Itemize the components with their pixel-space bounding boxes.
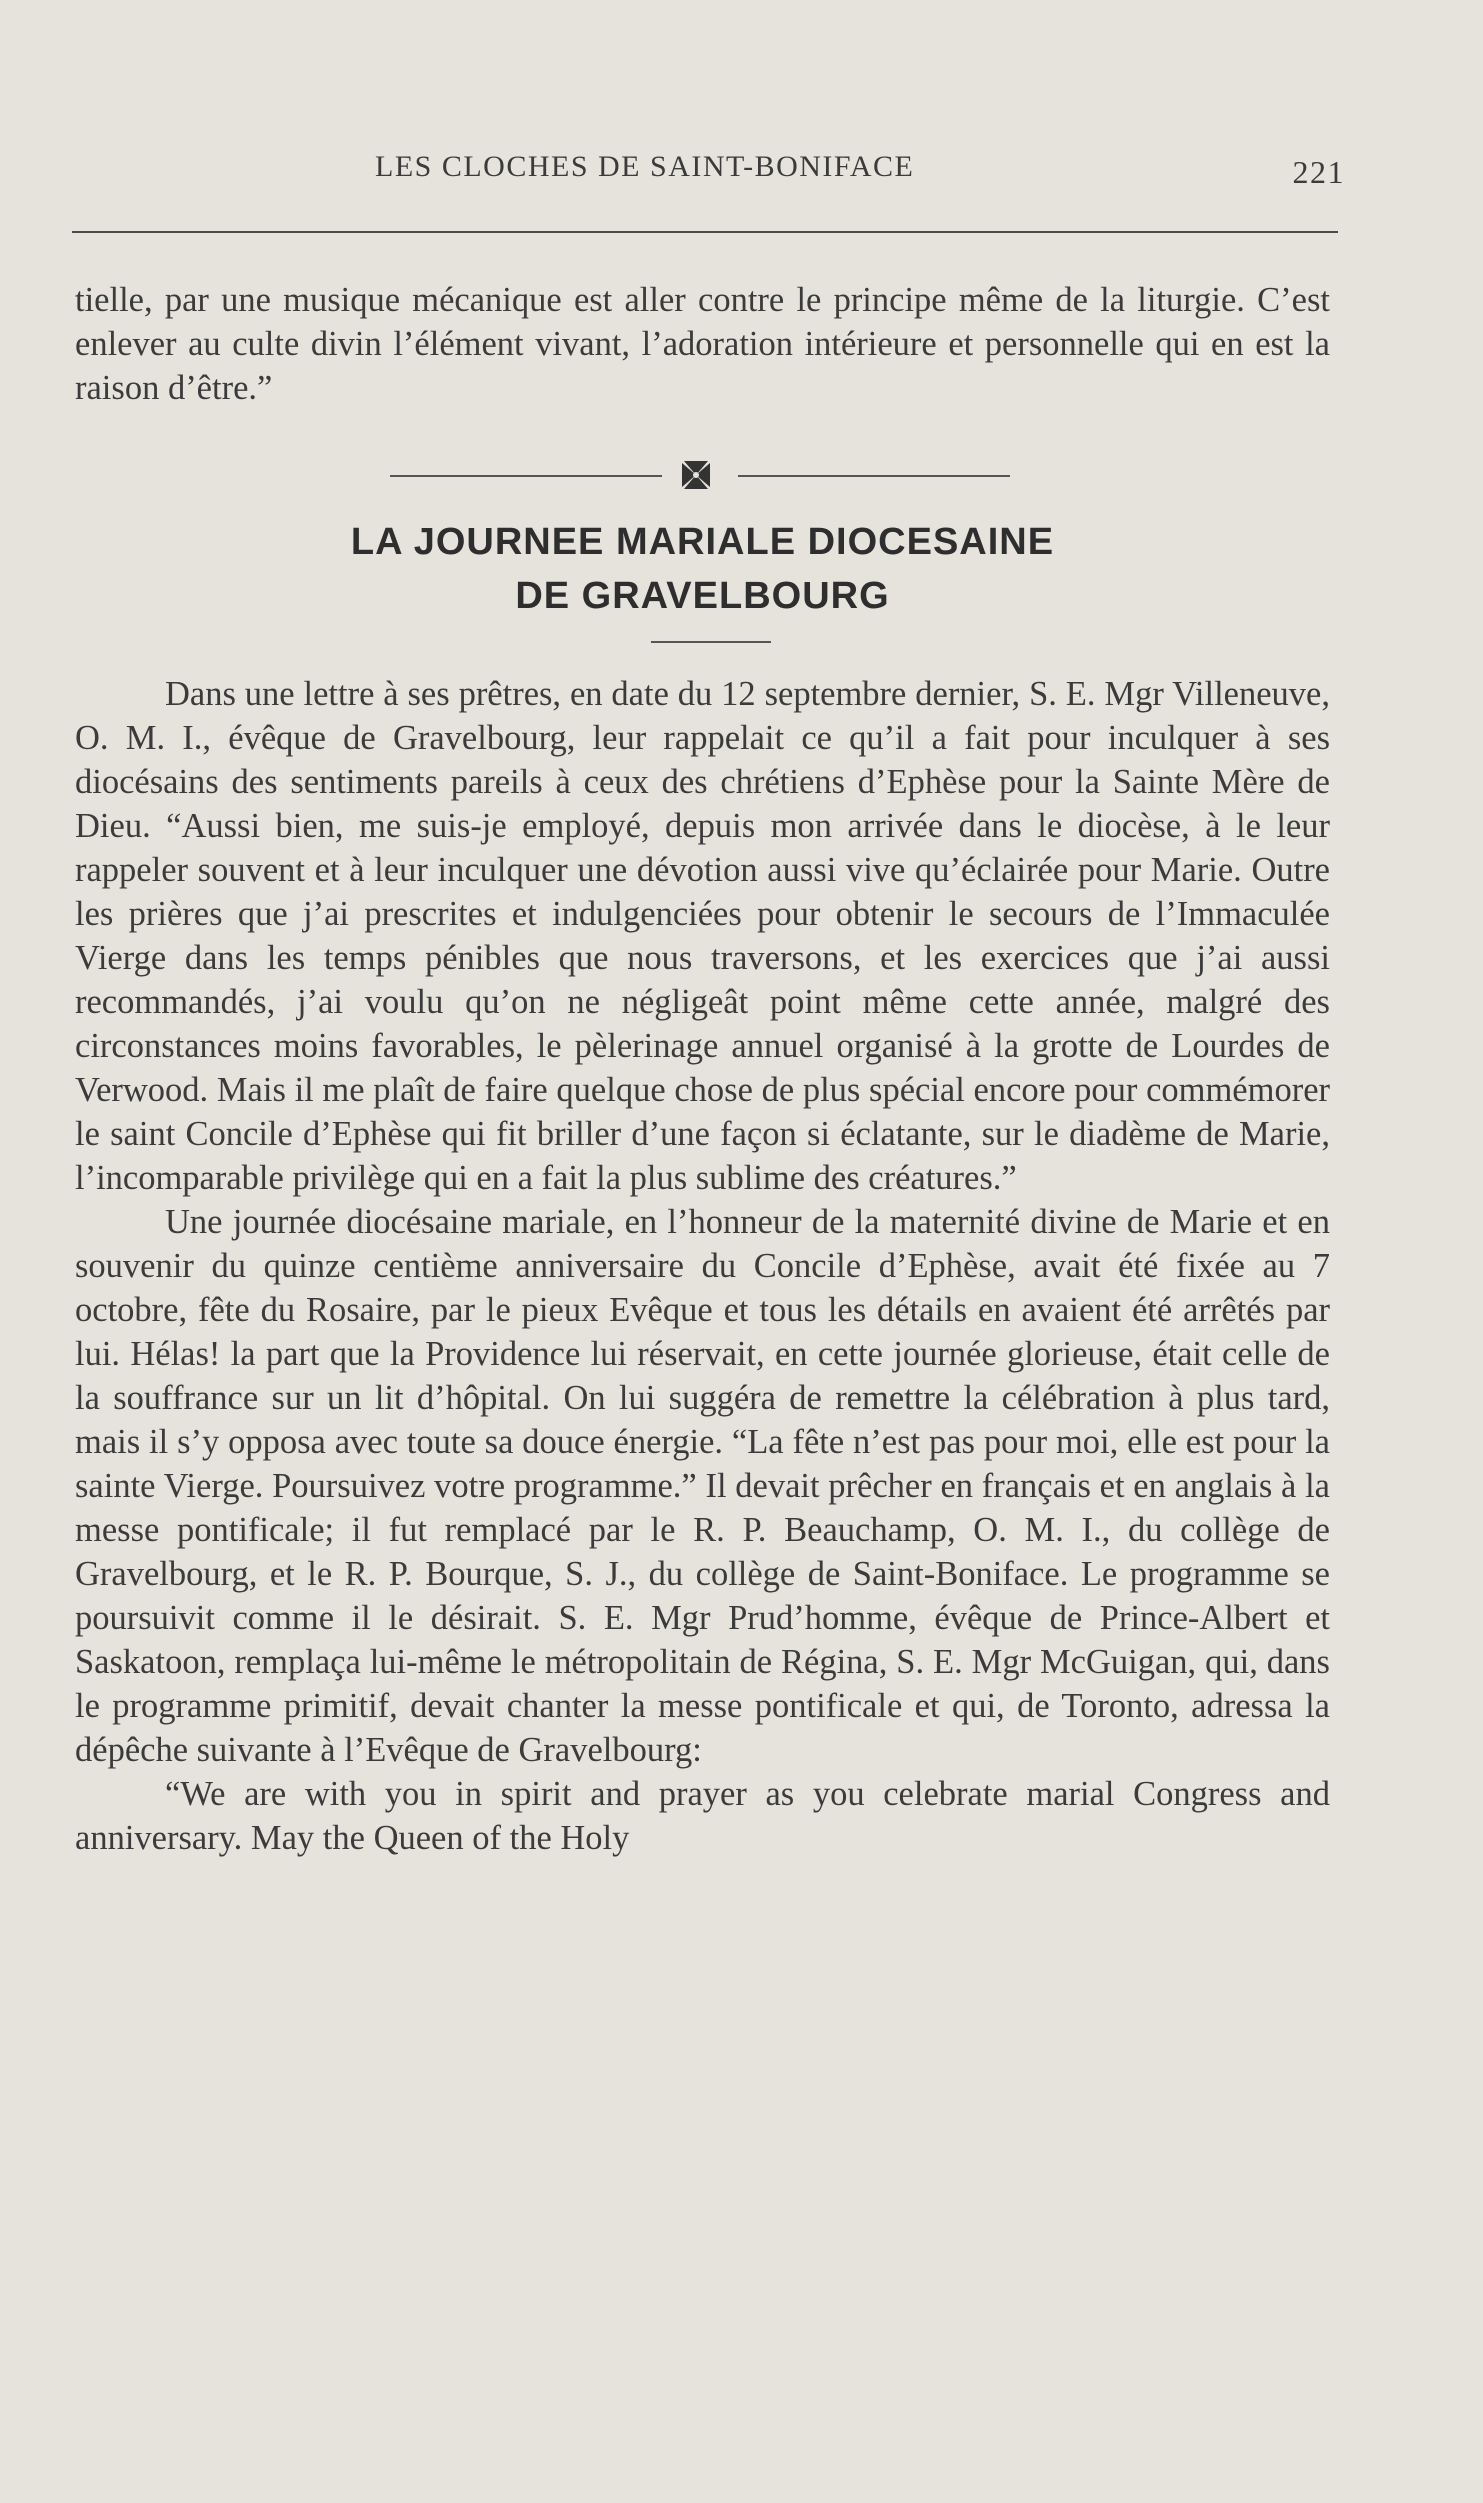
maltese-cross-icon [678, 457, 714, 493]
paragraph-telegram: “We are with you in spirit and prayer as you celebrate marial Congress and anniversary. May the Queen of the Holy [75, 1775, 1330, 1857]
paragraph-bishop-letter: Dans une lettre à ses prêtres, en date du 12 septembre dernier, S. E. Mgr Villeneuve, O. M. I., évêque de Gravelbourg, leur rappelait ce qu’il a fait pour inculquer à ses diocésains des sentiments pareils à ceux des chrétiens d’Ephèse pour la Sainte Mère de Dieu. “Aussi bien, me suis-je employé, depuis mon arrivée dans le diocèse, à le leur rappeler souvent et à leur inculquer une dévotion aussi vive qu’éclairée pour Marie. Outre les prières que j’ai prescrites et indulgenciées pour obtenir le secours de l’Immaculée Vierge dans les temps pénibles que nous traversons, et les exercices que j’ai aussi recommandés, j’ai voulu qu’on ne négligeât point même cette année, malgré des circonstances moins favorables, le pèlerinage annuel organisé à la grotte de Lourdes de Verwood. Mais il me plaît de faire quelque chose de plus spécial encore pour commémorer le saint Concile d’Ephèse qui fit briller d’une façon si éclatante, sur le diadème de Marie, l’incomparable privilège qui en a fait la plus sublime des créatures.” [75, 675, 1330, 1197]
article-title-line-2: DE GRAVELBOURG [515, 575, 890, 617]
title-rule [651, 641, 771, 643]
header-rule [72, 231, 1338, 233]
intro-paragraph: tielle, par une musique mécanique est aller contre le principe même de la liturgie. C’est enlever au culte divin l’élément vivant, l’adoration intérieure et personnelle qui en est la raison d’être.” [75, 281, 1330, 407]
divider-line-left [390, 475, 662, 477]
intro-text [75, 278, 1330, 410]
section-divider [390, 455, 1010, 495]
running-head [75, 150, 1345, 190]
paragraph-marial-day: Une journée diocésaine mariale, en l’honneur de la maternité divine de Marie et en souvenir du quinze centième anniversaire du Concile d’Ephèse, avait été fixée au 7 octobre, fête du Rosaire, par le pieux Evêque et tous les détails en avaient été arrêtés par lui. Hélas! la part que la Providence lui réservait, en cette journée glorieuse, était celle de la souffrance sur un lit d’hôpital. On lui suggéra de remettre la célébration à plus tard, mais il s’y opposa avec toute sa douce énergie. “La fête n’est pas pour moi, elle est pour la sainte Vierge. Poursuivez votre programme.” Il devait prêcher en français et en anglais à la messe pontificale; il fut remplacé par le R. P. Beauchamp, O. M. I., du collège de Gravelbourg, et le R. P. Bourque, S. J., du collège de Saint-Boniface. Le programme se poursuivit comme il le désirait. S. E. Mgr Prud’homme, évêque de Prince-Albert et Saskatoon, remplaça lui-même le métropolitain de Régina, S. E. Mgr McGuigan, qui, dans le programme primitif, devait chanter la messe pontificale et qui, de Toronto, adressa la dépêche suivante à l’Evêque de Gravelbourg: [75, 1203, 1330, 1769]
article-body [75, 672, 1330, 1860]
running-title: LES CLOCHES DE SAINT-BONIFACE [375, 150, 915, 183]
divider-line-right [738, 475, 1010, 477]
page-number: 221 [1292, 154, 1345, 190]
article-title-line-1: LA JOURNEE MARIALE DIOCESAINE [350, 521, 1055, 563]
article-title [75, 515, 1330, 623]
